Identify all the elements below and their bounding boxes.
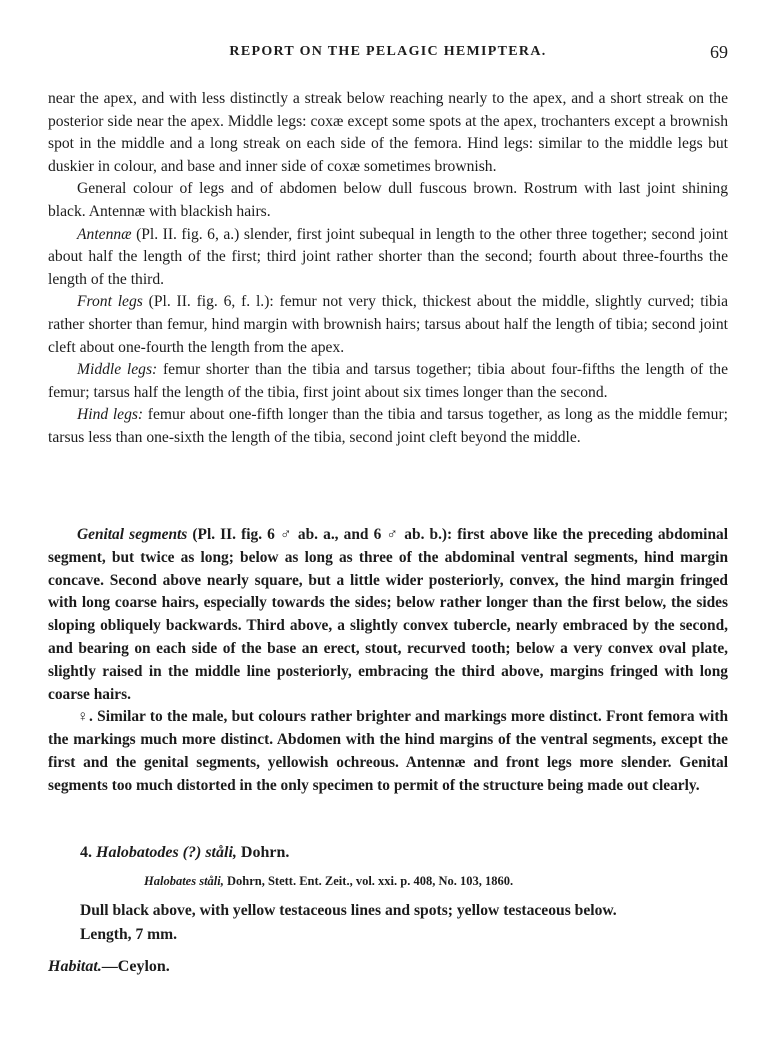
page-header: [48, 44, 728, 66]
citation-name: Halobates ståli,: [144, 874, 224, 888]
description-line: Dull black above, with yellow testaceous lines and spots; yellow testaceous below.: [80, 902, 617, 919]
habitat: [48, 958, 170, 976]
description-body-male: [48, 88, 728, 450]
paragraph-genital-segments: [48, 524, 728, 706]
citation-reference: Dohrn, Stett. Ent. Zeit., vol. xxi. p. 408, No. 103, 1860.: [227, 874, 514, 888]
description-length: Length, 7 mm.: [80, 926, 178, 943]
paragraph-legs-colour: [48, 88, 728, 178]
species-heading: [80, 844, 289, 862]
paragraph-antennae: [48, 224, 728, 292]
paragraph-text: femur shorter than the tibia and tarsus together; tibia about four-fifths the length of the femur; tarsus half the length of the tibia, first joint about six times longer than the second.: [48, 361, 728, 401]
paragraph-front-legs: [48, 291, 728, 359]
paragraph-text: near the apex, and with less distinctly a streak below reaching nearly to the apex, and a short streak on the posterior side near the apex. Middle legs: coxæ except some spots at the apex, trochanters except a brownish spot in the middle and a long streak on each side of the femora. Hind legs: similar to the middle legs but duskier in colour, and base and inner side of coxæ sometimes brownish.: [48, 90, 728, 175]
paragraph-hind-legs: [48, 404, 728, 449]
paragraph-lead: Middle legs:: [77, 361, 158, 379]
paragraph-lead: Antennæ: [77, 225, 132, 243]
paragraph-female: [48, 706, 728, 797]
paragraph-text: (Pl. II. fig. 6, a.) slender, first joint subequal in length to the other three together; second joint about half the length of the first; third joint rather shorter than the second; fourth about three-fourths the length of the third.: [48, 225, 728, 288]
paragraph-lead: Hind legs:: [77, 406, 144, 424]
page-number: 69: [710, 42, 728, 62]
species-description: [80, 899, 700, 947]
paragraph-text: (Pl. II. fig. 6 ♂ ab. a., and 6 ♂ ab. b.): first above like the preceding abdominal segment, but twice as long; below as long as three of the abdominal ventral segments, hind margin concave. Second above nearly square, but a little wider posteriorly, convex, the hind margin fringed with long coarse hairs, especially towards the sides; below rather longer than the first below, the sides sloping obliquely backwards. Third above, a slightly convex tubercle, nearly embraced by the second, and bearing on each side of the base an erect, stout, recurved tooth; below a very convex oval plate, slightly raised in the middle line posteriorly, embracing the third above, margins fringed with long coarse hairs.: [48, 526, 728, 703]
running-title: REPORT ON THE PELAGIC HEMIPTERA.: [229, 44, 547, 59]
paragraph-text: General colour of legs and of abdomen below dull fuscous brown. Rostrum with last joint shining black. Antennæ with blackish hairs.: [48, 180, 728, 220]
habitat-value: —Ceylon.: [101, 958, 170, 975]
description-body-genital: [48, 524, 728, 798]
species-citation: [144, 874, 513, 889]
species-name: Halobatodes (?) ståli,: [96, 844, 237, 861]
species-number: 4.: [80, 844, 92, 861]
habitat-label: Habitat.: [48, 958, 102, 975]
paragraph-text: (Pl. II. fig. 6, f. l.): femur not very thick, thickest about the middle, slightly curved; tibia rather shorter than femur, hind margin with brownish hairs; tarsus about half the length of tibia; second joint cleft about one-fourth the length from the apex.: [48, 293, 729, 356]
paragraph-general-colour: [48, 178, 728, 223]
paragraph-lead: Front legs: [77, 293, 143, 311]
paragraph-text: femur about one-fifth longer than the tibia and tarsus together, as long as the middle femur; tarsus less than one-sixth the length of the tibia, second joint cleft beyond the middle.: [48, 406, 728, 446]
paragraph-text: ♀. Similar to the male, but colours rather brighter and markings more distinct. Front femora with the markings much more distinct. Abdomen with the hind margins of the ventral segments, except the first and the genital segments, yellowish ochreous. Antennæ and front legs more slender. Genital segments too much distorted in the only specimen to permit of the structure being made out clearly.: [48, 708, 728, 794]
paragraph-middle-legs: [48, 359, 728, 404]
paragraph-lead: Genital segments: [77, 526, 188, 543]
species-author: Dohrn.: [240, 844, 290, 861]
